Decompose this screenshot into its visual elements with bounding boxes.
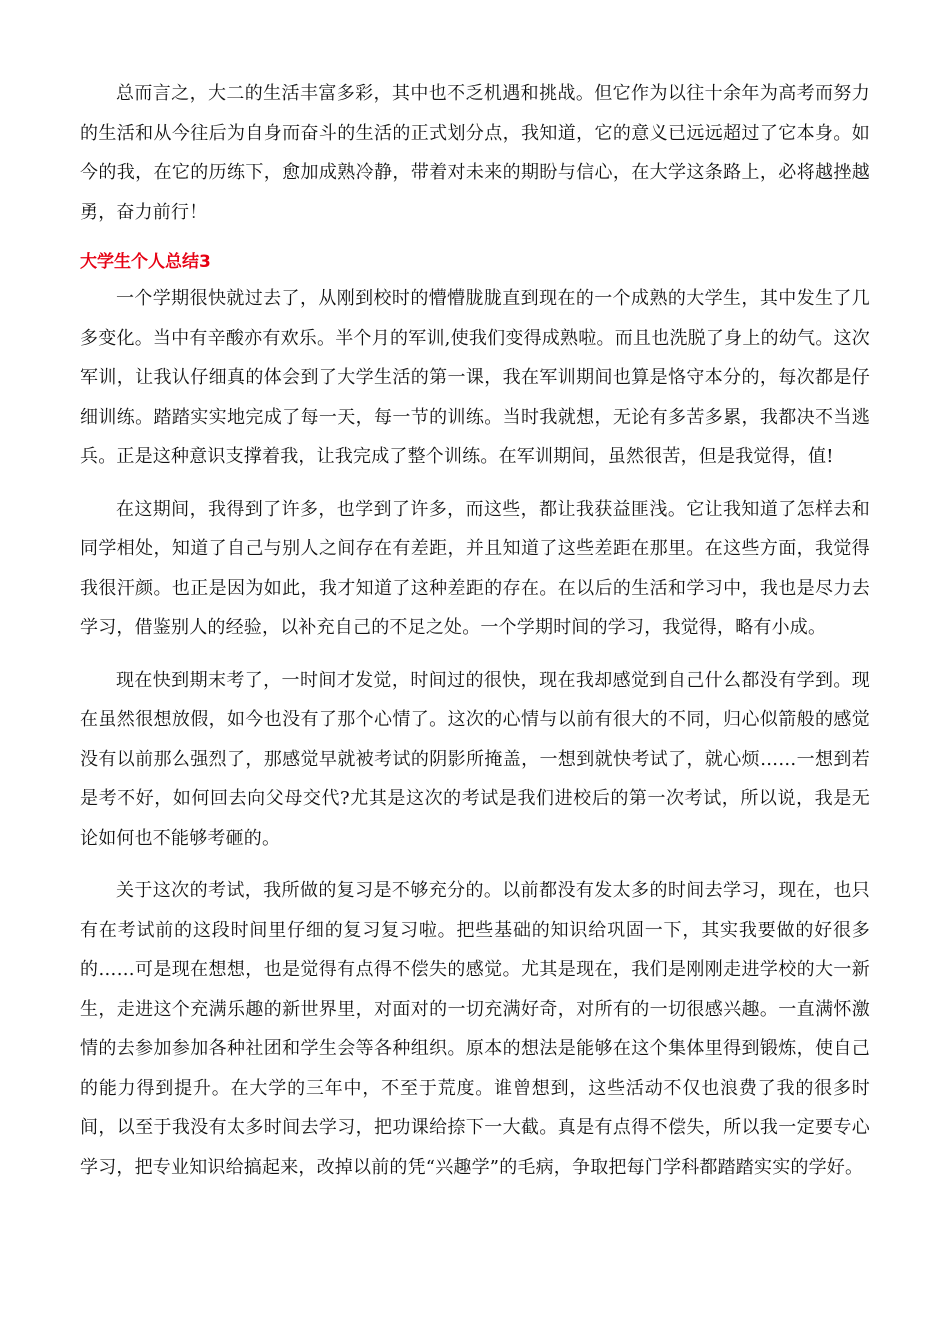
paragraph-exam-mood: 现在快到期末考了，一时间才发觉，时间过的很快，现在我却感觉到自己什么都没有学到。现在虽然很想放假，如今也没有了那个心情了。这次的心情与以前有很大的不同，归心似箭般的感觉没有以前那么强烈了，那感觉早就被考试的阴影所掩盖，一想到就快考试了，就心烦……一想到若是考不好，如何回去向父母交代?尤其是这次的考试是我们进校后的第一次考试，所以说，我是无论如何也不能够考砸的。 bbox=[80, 669, 870, 849]
paragraph-summary: 总而言之，大二的生活丰富多彩，其中也不乏机遇和挑战。但它作为以往十余年为高考而努力的生活和从今往后为自身而奋斗的生活的正式划分点，我知道，它的意义已远远超过了它本身。如今的我，在它的历练下，愈加成熟冷静，带着对未来的期盼与信心，在大学这条路上，必将越挫越勇，奋力前行！ bbox=[80, 83, 870, 223]
paragraph-military-training: 一个学期很快就过去了，从刚到校时的懵懵胧胧直到现在的一个成熟的大学生，其中发生了几多变化。当中有辛酸亦有欢乐。半个月的军训,使我们变得成熟啦。而且也洗脱了身上的幼气。这次军训，让我认仔细真的体会到了大学生活的第一课，我在军训期间也算是恪守本分的，每次都是仔细训练。踏踏实实地完成了每一天，每一节的训练。当时我就想，无论有多苦多累，我都决不当逃兵。正是这种意识支撑着我，让我完成了整个训练。在军训期间，虽然很苦，但是我觉得，值! bbox=[80, 288, 870, 467]
paragraph-exam-review: 关于这次的考试，我所做的复习是不够充分的。以前都没有发太多的时间去学习，现在，也只有在考试前的这段时间里仔细的复习复习啦。把些基础的知识给巩固一下，其实我要做的好很多的……可是现在想想，也是觉得有点得不偿失的感觉。尤其是现在，我们是刚刚走进学校的大一新生，走进这个充满乐趣的新世界里，对面对的一切充满好奇，对所有的一切很感兴趣。一直满怀激情的去参加参加各种社团和学生会等各种组织。原本的想法是能够在这个集体里得到锻炼，使自己的能力得到提升。在大学的三年中，不至于荒度。谁曾想到，这些活动不仅也浪费了我的很多时间，以至于我没有太多时间去学习，把功课给捺下一大截。真是有点得不偿失，所以我一定要专心学习，把专业知识给搞起来，改掉以前的凭“兴趣学”的毛病，争取把每门学科都踏踏实实的学好。 bbox=[80, 880, 870, 1178]
section-heading: 大学生个人总结3 bbox=[80, 252, 211, 272]
paragraph-learning-gains: 在这期间，我得到了许多，也学到了许多，而这些，都让我获益匪浅。它让我知道了怎样去和同学相处，知道了自己与别人之间存在有差距，并且知道了这些差距在那里。在这些方面，我觉得我很汗颜。也正是因为如此，我才知道了这种差距的存在。在以后的生活和学习中，我也是尽力去学习，借鉴别人的经验，以补充自己的不足之处。一个学期时间的学习，我觉得，略有小成。 bbox=[80, 498, 870, 638]
document-body bbox=[80, 74, 870, 1200]
